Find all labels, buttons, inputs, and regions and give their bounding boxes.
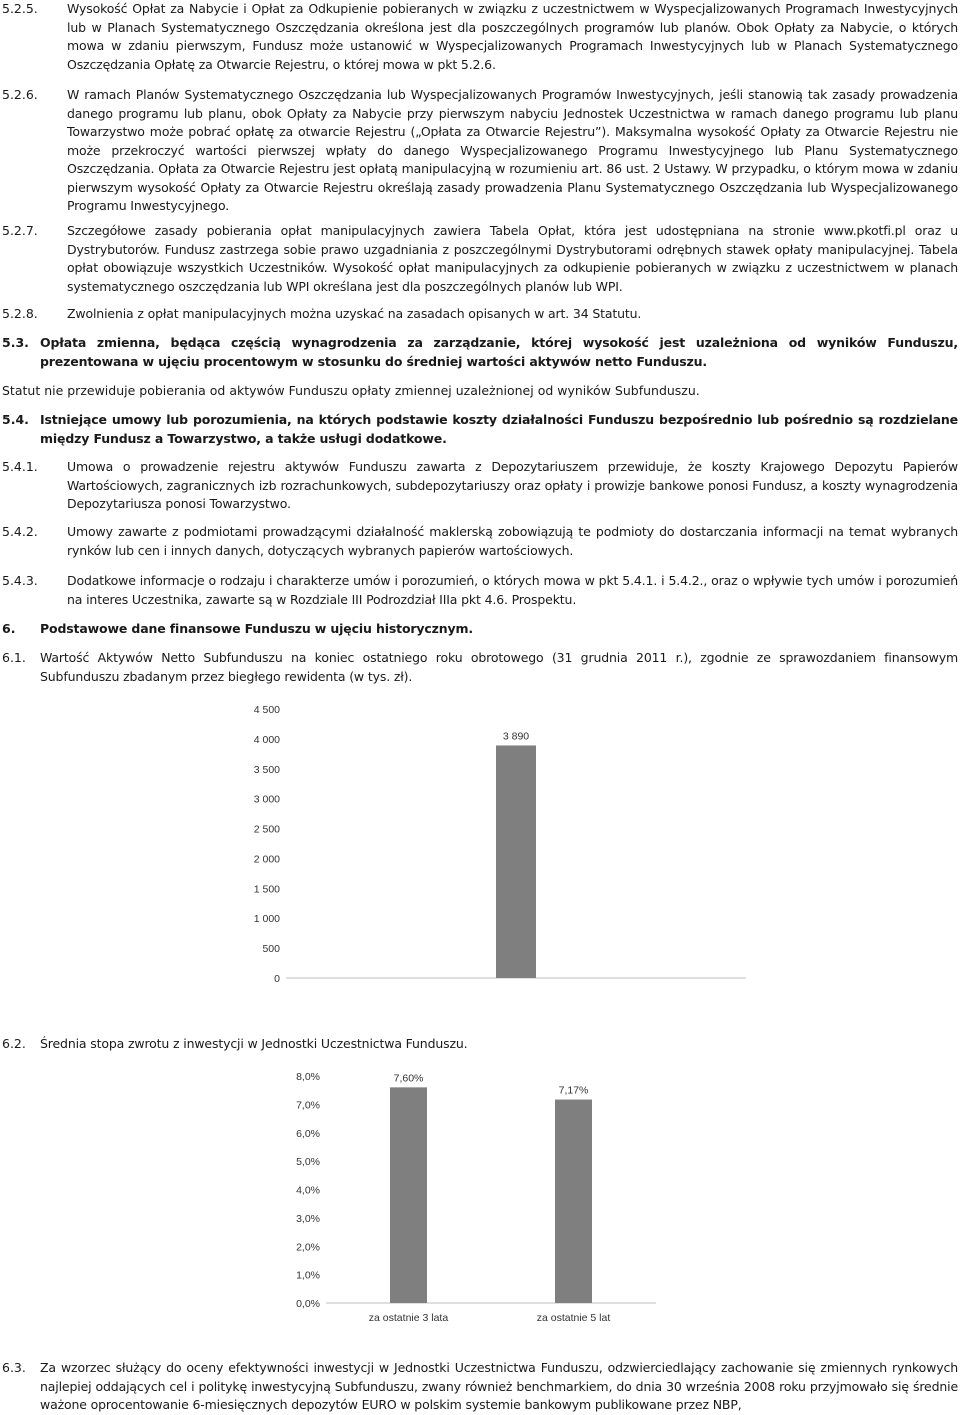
section-heading: Istniejące umowy lub porozumienia, na których podstawie koszty działalności Funduszu bezpośrednio lub pośrednio są rozdzielane między Fundusz a Towarzystwo, a także usługi dodatkowe. bbox=[40, 412, 958, 446]
y-tick-label: 1 500 bbox=[253, 883, 280, 896]
section-number: 5.4. bbox=[2, 412, 29, 427]
y-tick-label: 500 bbox=[262, 943, 280, 956]
data-label: 7,60% bbox=[393, 1072, 424, 1085]
section-5-4-1 bbox=[0, 458, 960, 515]
section-text: Wysokość Opłat za Nabycie i Opłat za Odkupienie pobieranych w związku z uczestnictwem w Wyspecjalizowanych Programach Inwestycyjnych lub w Planach Systematycznego Oszczędzania określona jest dla poszczególnych programów lub planów. Obok Opłaty za Nabycie, o których mowa w zdaniu pierwszym, Fundusz może ustanowić w Wyspecjalizowanych Programach Inwestycyjnych lub w Planach Systematycznego Oszczędzania Opłatę za Otwarcie Rejestru, o której mowa w pkt 5.2.6. bbox=[67, 1, 958, 72]
section-number: 5.4.1. bbox=[2, 459, 38, 474]
section-number: 5.2.5. bbox=[2, 1, 38, 16]
data-label: 7,17% bbox=[558, 1084, 589, 1097]
section-5-2-5 bbox=[0, 0, 960, 76]
section-6 bbox=[0, 620, 960, 640]
section-number: 6. bbox=[2, 621, 16, 636]
y-tick-label: 0 bbox=[274, 973, 280, 985]
y-tick-label: 8,0% bbox=[296, 1071, 320, 1083]
y-tick-label: 1 000 bbox=[253, 913, 280, 926]
section-number: 5.4.3. bbox=[2, 573, 38, 588]
section-text: Zwolnienia z opłat manipulacyjnych można uzyskać na zasadach opisanych w art. 34 Statutu. bbox=[67, 306, 642, 321]
x-tick-label: za ostatnie 3 lata bbox=[368, 1312, 449, 1324]
x-tick-label: za ostatnie 5 lat bbox=[536, 1312, 611, 1324]
section-5-3 bbox=[0, 334, 960, 374]
section-number: 5.4.2. bbox=[2, 524, 38, 539]
section-text: W ramach Planów Systematycznego Oszczędzania lub Wyspecjalizowanych Programów Inwestycyjnych, jeśli stanowią tak zasady prowadzenia danego programu lub planu, obok Opłaty za Nabycie przy pierwszym nabyciu Jednostek Uczestnictwa w ramach danego programu lub planu Towarzystwo może pobrać opłatę za otwarcie Rejestru („Opłata za Otwarcie Rejestru”). Maksymalna wysokość Opłaty za Otwarcie Rejestru nie może przekroczyć wartości pierwszej wpłaty do danego Wyspecjalizowanego Programu Inwestycyjnego lub Planu Systematycznego Oszczędzania. Opłata za Otwarcie Rejestru jest opłatą manipulacyjną w rozumieniu art. 86 ust. 2 Ustawy. W przypadku, o którym mowa w zdaniu pierwszym wysokość Opłaty za Otwarcie Rejestru określają zasady prowadzenia Planu Systematycznego Oszczędzania lub Wyspecjalizowanego Programu Inwestycyjnego. bbox=[67, 87, 958, 213]
section-text: Wartość Aktywów Netto Subfunduszu na koniec ostatniego roku obrotowego (31 grudnia 2011 r.), zgodnie ze sprawozdaniem finansowym Subfunduszu zbadanym przez biegłego rewidenta (w tys. zł). bbox=[40, 650, 958, 684]
section-text: Szczegółowe zasady pobierania opłat manipulacyjnych zawiera Tabela Opłat, która jest udostępniana na stronie www.pkotfi.pl oraz u Dystrybutorów. Fundusz zastrzega sobie prawo uzgadniania z poszczególnymi Dystrybutorami odrębnych stawek opłaty manipulacyjnej. Tabela opłat obowiązuje wszystkich Uczestników. Wysokość opłat manipulacyjnych za odkupienie pobieranych w związku z uczestnictwem w planach systematycznego oszczędzania lub WPI określana jest dla poszczególnych planów lub WPI. bbox=[67, 223, 958, 294]
section-5-2-7 bbox=[0, 222, 960, 298]
section-text: Umowy zawarte z podmiotami prowadzącymi działalność maklerską zobowiązują te podmioty do dostarczania informacji na temat wybranych rynków lub cen i innych danych, dotyczących wybranych papierów wartościowych. bbox=[67, 524, 958, 558]
y-tick-label: 7,0% bbox=[296, 1099, 320, 1112]
section-text: Średnia stopa zwrotu z inwestycji w Jednostki Uczestnictwa Funduszu. bbox=[40, 1036, 468, 1051]
y-tick-label: 0,0% bbox=[296, 1298, 320, 1310]
y-tick-label: 4 500 bbox=[253, 704, 280, 716]
section-5-4-3 bbox=[0, 572, 960, 612]
section-number: 6.3. bbox=[2, 1360, 26, 1375]
section-number: 5.3. bbox=[2, 335, 29, 350]
y-tick-label: 3 500 bbox=[253, 763, 280, 776]
section-5-4 bbox=[0, 411, 960, 451]
section-heading: Podstawowe dane finansowe Funduszu w ujęciu historycznym. bbox=[40, 621, 474, 636]
section-5-2-6 bbox=[0, 86, 960, 216]
section-number: 6.2. bbox=[2, 1036, 26, 1051]
section-number: 5.2.8. bbox=[2, 306, 38, 321]
y-tick-label: 3,0% bbox=[296, 1212, 320, 1225]
section-text: Umowa o prowadzenie rejestru aktywów Funduszu zawarta z Depozytariuszem przewiduje, że koszty Krajowego Depozytu Papierów Wartościowych, zagranicznych izb rozrachunkowych, subdepozytariuszy oraz opłaty i prowizje bankowe ponosi Fundusz, a koszty wynagrodzenia Depozytariusza ponosi Towarzystwo. bbox=[67, 459, 958, 511]
y-tick-label: 3 000 bbox=[253, 793, 280, 806]
y-tick-label: 6,0% bbox=[296, 1127, 320, 1140]
data-label: 3 890 bbox=[502, 730, 530, 743]
y-tick-label: 4,0% bbox=[296, 1184, 320, 1197]
bar bbox=[555, 1100, 592, 1303]
return-rate-bar-chart bbox=[270, 1063, 670, 1328]
y-tick-label: 1,0% bbox=[296, 1269, 320, 1282]
y-tick-label: 5,0% bbox=[296, 1156, 320, 1169]
section-5-2-8 bbox=[0, 305, 960, 325]
section-6-1 bbox=[0, 649, 960, 689]
section-6-2 bbox=[0, 1035, 960, 1055]
section-text: Za wzorzec służący do oceny efektywności inwestycji w Jednostki Uczestnictwa Funduszu, odzwierciedlający zachowanie się zmiennych rynkowych najlepiej oddających cel i politykę inwestycyjną Subfunduszu, zwany również benchmarkiem, do dnia 30 września 2008 roku przyjmowało się średnie ważone oprocentowanie 6-miesięcznych depozytów EURO w polskim systemie bankowym publikowane przez NBP, bbox=[40, 1360, 958, 1412]
section-number: 6.1. bbox=[2, 650, 26, 665]
y-tick-label: 4 000 bbox=[253, 733, 280, 746]
section-text: Dodatkowe informacje o rodzaju i charakterze umów i porozumień, o których mowa w pkt 5.4.1. i 5.4.2., oraz o wpływie tych umów i porozumień na interes Uczestnika, zawarte są w Rozdziale III Podrozdział IIIa pkt 4.6. Prospektu. bbox=[67, 573, 958, 607]
section-number: 5.2.7. bbox=[2, 223, 38, 238]
net-assets-bar-chart bbox=[226, 700, 766, 990]
section-number: 5.2.6. bbox=[2, 87, 38, 102]
y-tick-label: 2 000 bbox=[253, 853, 280, 866]
section-6-3 bbox=[0, 1359, 960, 1415]
bar bbox=[390, 1087, 427, 1303]
y-tick-label: 2 500 bbox=[253, 823, 280, 836]
section-5-4-2 bbox=[0, 523, 960, 563]
statement-paragraph: Statut nie przewiduje pobierania od aktywów Funduszu opłaty zmiennej uzależnionej od wyników Subfunduszu. bbox=[2, 383, 700, 398]
bar bbox=[496, 745, 536, 978]
section-heading: Opłata zmienna, będąca częścią wynagrodzenia za zarządzanie, której wysokość jest uzależniona od wyników Funduszu, prezentowana w ujęciu procentowym w stosunku do średniej wartości aktywów netto Funduszu. bbox=[40, 335, 958, 369]
y-tick-label: 2,0% bbox=[296, 1241, 320, 1254]
